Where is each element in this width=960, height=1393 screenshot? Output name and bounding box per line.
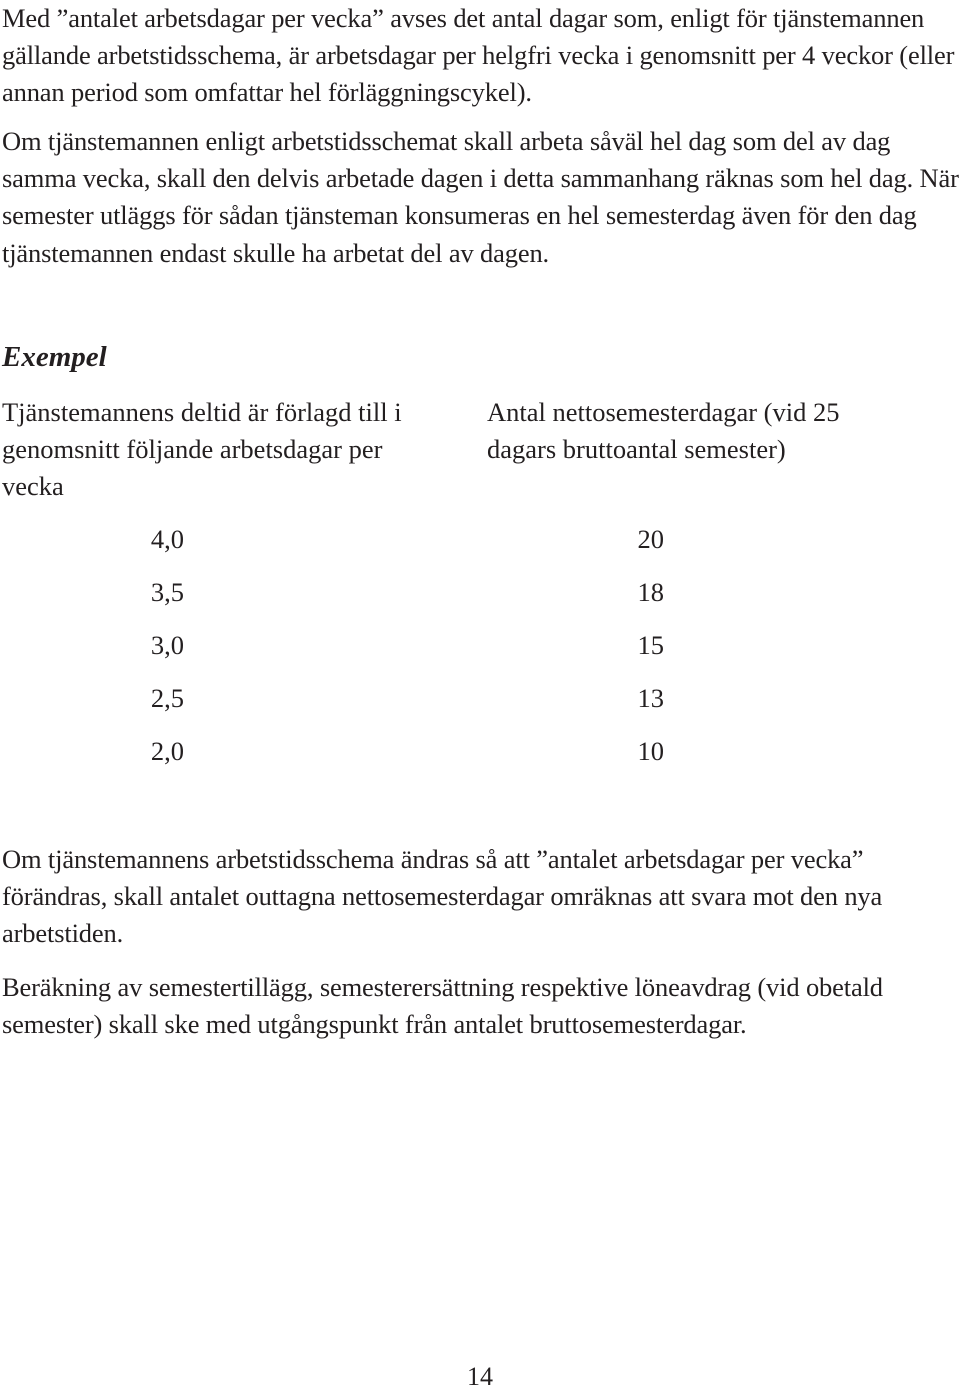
days-per-week-column-header: Tjänstemannens deltid är förlagd till i genomsnitt följande arbetsdagar per vecka <box>2 397 402 502</box>
days-per-week-cell: 2,5 <box>150 683 184 713</box>
net-vacation-days-cell: 18 <box>637 577 664 607</box>
days-per-week-cell: 3,5 <box>150 577 184 607</box>
net-vacation-days-cell: 13 <box>637 683 664 713</box>
net-vacation-days-cell: 10 <box>637 736 664 766</box>
example-heading: Exempel <box>2 341 107 373</box>
days-per-week-cell: 3,0 <box>150 630 184 660</box>
net-vacation-days-cell: 15 <box>637 630 664 660</box>
definition-paragraph: Med ”antalet arbetsdagar per vecka” avses det antal dagar som, enligt för tjänstemannen gällande arbetstidsschema, är arbetsdagar per helgfri vecka i genomsnitt per 4 veckor (eller annan period som omfattar hel förläggningscykel). <box>2 3 955 108</box>
net-vacation-days-column-header: Antal nettosemesterdagar (vid 25 dagars bruttoantal semester) <box>487 397 840 465</box>
calculation-paragraph: Beräkning av semestertillägg, semesterersättning respektive löneavdrag (vid obetald semester) skall ske med utgångspunkt från antalet bruttosemesterdagar. <box>2 972 883 1040</box>
net-vacation-days-cell: 20 <box>637 524 664 554</box>
page-number: 14 <box>467 1362 493 1391</box>
schedule-change-paragraph: Om tjänstemannens arbetstidsschema ändras så att ”antalet arbetsdagar per vecka” förändras, skall antalet outtagna nettosemesterdagar omräknas att svara mot den nya arbetstiden. <box>2 844 883 949</box>
days-per-week-cell: 2,0 <box>150 736 184 766</box>
partial-day-paragraph: Om tjänstemannen enligt arbetstidsschemat skall arbeta såväl hel dag som del av dag samma vecka, skall den delvis arbetade dagen i detta sammanhang räknas som hel dag. När semester utläggs för sådan tjänsteman konsumeras en hel semesterdag även för den dag tjänstemannen endast skulle ha arbetat del av dagen. <box>2 126 959 268</box>
days-per-week-cell: 4,0 <box>150 524 184 554</box>
